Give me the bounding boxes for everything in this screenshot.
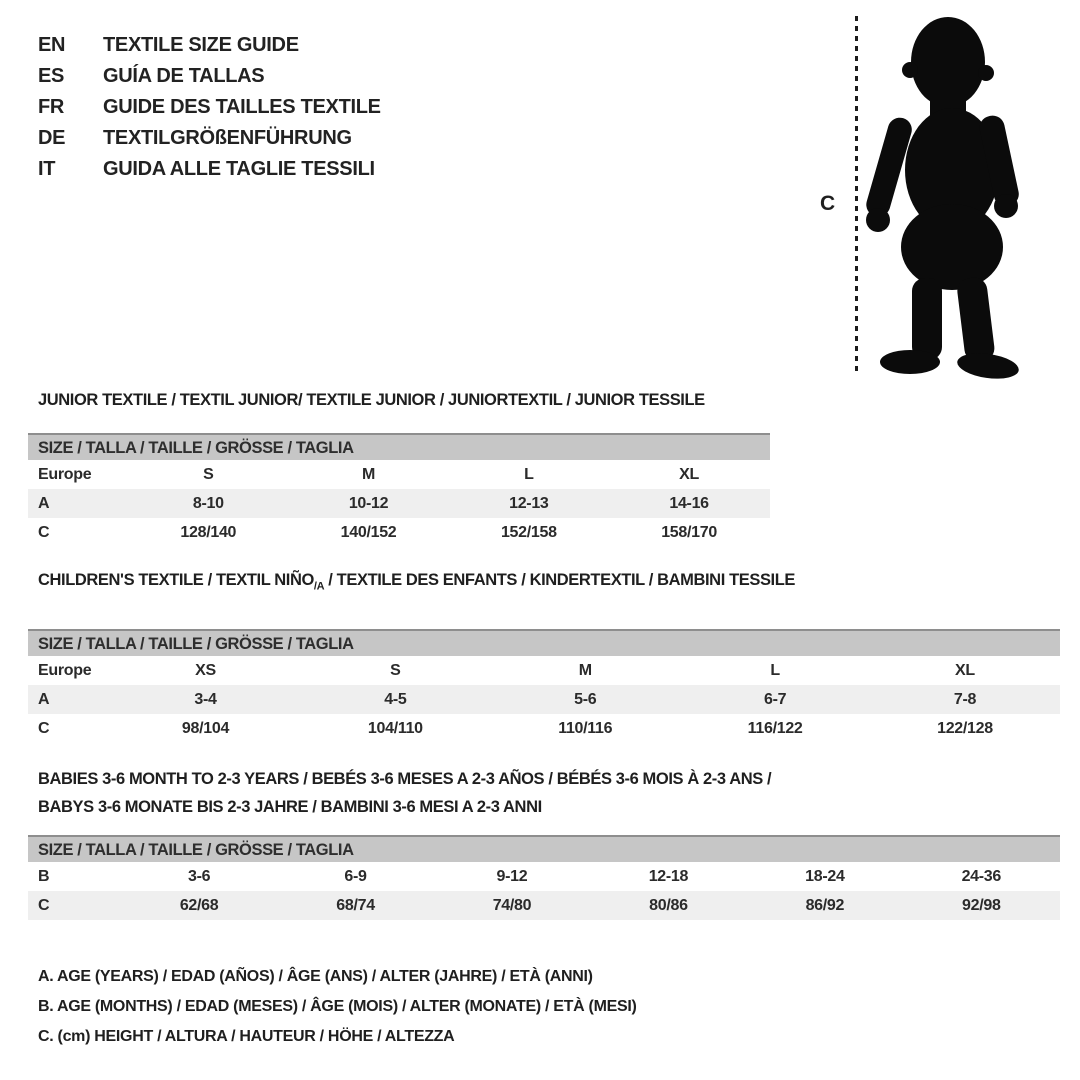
language-row [38, 92, 381, 123]
childrens-size-table [28, 629, 1060, 743]
table-cell: XL [679, 466, 700, 483]
table-cell: 152/158 [500, 524, 557, 541]
language-title-list [38, 30, 381, 185]
table-row [28, 685, 1060, 714]
table-row [28, 656, 1060, 685]
table-cell: 6-7 [763, 691, 787, 709]
language-row [38, 30, 381, 61]
row-label: Europe [38, 662, 92, 680]
table-cell: 5-6 [574, 691, 597, 709]
language-code: EN [38, 34, 66, 56]
height-measure-dashed-line [855, 16, 858, 372]
legend-line-b: B. AGE (MONTHS) / EDAD (MESES) / ÂGE (MOIS) / ALTER (MONATE) / ETÀ (MESI) [38, 998, 637, 1015]
table-cell: 140/152 [340, 524, 397, 541]
language-label: GUÍA DE TALLAS [103, 65, 265, 87]
junior-size-table [28, 433, 770, 547]
table-cell: 158/170 [661, 524, 717, 541]
language-code: IT [38, 158, 56, 180]
table-row [28, 518, 770, 547]
table-cell: 68/74 [336, 897, 375, 914]
height-measure-label: C [820, 192, 836, 215]
table-cell: 8-10 [192, 495, 224, 512]
table-cell: 6-9 [344, 868, 367, 885]
table-cell: 80/86 [649, 897, 688, 914]
height-measure-figure [810, 0, 1080, 390]
junior-textile-section [28, 390, 770, 547]
table-cell: XS [195, 662, 216, 680]
table-cell: M [362, 466, 376, 483]
table-cell: 104/110 [367, 720, 423, 738]
table-cell: L [770, 662, 780, 680]
table-cell: 12-13 [509, 495, 549, 512]
childrens-textile-section [28, 570, 1060, 743]
table-cell: 92/98 [962, 897, 1001, 914]
language-label: GUIDE DES TAILLES TEXTILE [103, 96, 381, 118]
language-row [38, 154, 381, 185]
table-cell: S [390, 662, 401, 680]
table-cell: 86/92 [805, 897, 845, 914]
row-label: Europe [38, 466, 92, 483]
table-cell: 62/68 [179, 897, 219, 914]
title-text: CHILDREN'S TEXTILE / TEXTIL NIÑO [38, 571, 314, 589]
babies-textile-section [28, 765, 1060, 920]
table-cell: 128/140 [180, 524, 237, 541]
language-code: FR [38, 96, 65, 118]
size-header-row: SIZE / TALLA / TAILLE / GRÖSSE / TAGLIA [28, 629, 1060, 656]
row-label: C [38, 897, 50, 914]
language-row [38, 61, 381, 92]
language-label: GUIDA ALLE TAGLIE TESSILI [103, 158, 375, 180]
language-label: TEXTILE SIZE GUIDE [103, 34, 299, 56]
junior-section-title: JUNIOR TEXTILE / TEXTIL JUNIOR/ TEXTILE JUNIOR / JUNIORTEXTIL / JUNIOR TESSILE [38, 391, 705, 409]
table-cell: 3-6 [187, 868, 211, 885]
row-label: B [38, 868, 50, 885]
table-cell: S [203, 466, 214, 483]
table-cell: 24-36 [961, 868, 1001, 885]
table-cell: 4-5 [384, 691, 407, 709]
size-header-row: SIZE / TALLA / TAILLE / GRÖSSE / TAGLIA [28, 433, 770, 460]
language-code: DE [38, 127, 66, 149]
table-row [28, 862, 1060, 891]
size-header-row: SIZE / TALLA / TAILLE / GRÖSSE / TAGLIA [28, 835, 1060, 862]
title-text: / TEXTILE DES ENFANTS / KINDERTEXTIL / BAMBINI TESSILE [324, 571, 796, 589]
table-cell: 116/122 [747, 720, 803, 738]
table-cell: 18-24 [805, 868, 845, 885]
table-cell: 122/128 [937, 720, 993, 738]
table-row [28, 891, 1060, 920]
language-row [38, 123, 381, 154]
table-cell: L [524, 466, 534, 483]
babies-section-title-line1: BABIES 3-6 MONTH TO 2-3 YEARS / BEBÉS 3-6 MESES A 2-3 AÑOS / BÉBÉS 3-6 MOIS À 2-3 ANS / [38, 770, 772, 788]
row-label: C [38, 524, 50, 541]
measure-legend [38, 962, 637, 1052]
table-cell: 7-8 [953, 691, 977, 709]
table-row [28, 489, 770, 518]
table-cell: 12-18 [648, 868, 689, 885]
table-cell: 9-12 [496, 868, 528, 885]
table-cell: 110/116 [558, 720, 613, 738]
row-label: C [38, 720, 50, 738]
table-row [28, 460, 770, 489]
childrens-section-title [28, 570, 1060, 596]
row-label: A [38, 495, 50, 512]
language-label: TEXTILGRÖßENFÜHRUNG [103, 127, 352, 149]
table-cell: 3-4 [194, 691, 217, 709]
table-cell: XL [955, 662, 975, 680]
babies-size-table [28, 835, 1060, 920]
babies-section-title-line2: BABYS 3-6 MONATE BIS 2-3 JAHRE / BAMBINI 3-6 MESI A 2-3 ANNI [38, 798, 542, 816]
table-cell: 74/80 [492, 897, 532, 914]
table-row [28, 714, 1060, 743]
table-cell: 14-16 [669, 495, 709, 512]
table-cell: 10-12 [348, 495, 389, 512]
legend-line-a: A. AGE (YEARS) / EDAD (AÑOS) / ÂGE (ANS) / ALTER (JAHRE) / ETÀ (ANNI) [38, 968, 593, 985]
table-cell: 98/104 [181, 720, 230, 738]
language-code: ES [38, 65, 65, 87]
title-subscript: /A [313, 580, 325, 593]
legend-line-c: C. (cm) HEIGHT / ALTURA / HAUTEUR / HÖHE / ALTEZZA [38, 1028, 455, 1045]
table-cell: M [578, 662, 592, 680]
toddler-silhouette-icon [860, 10, 1030, 380]
row-label: A [38, 691, 50, 709]
